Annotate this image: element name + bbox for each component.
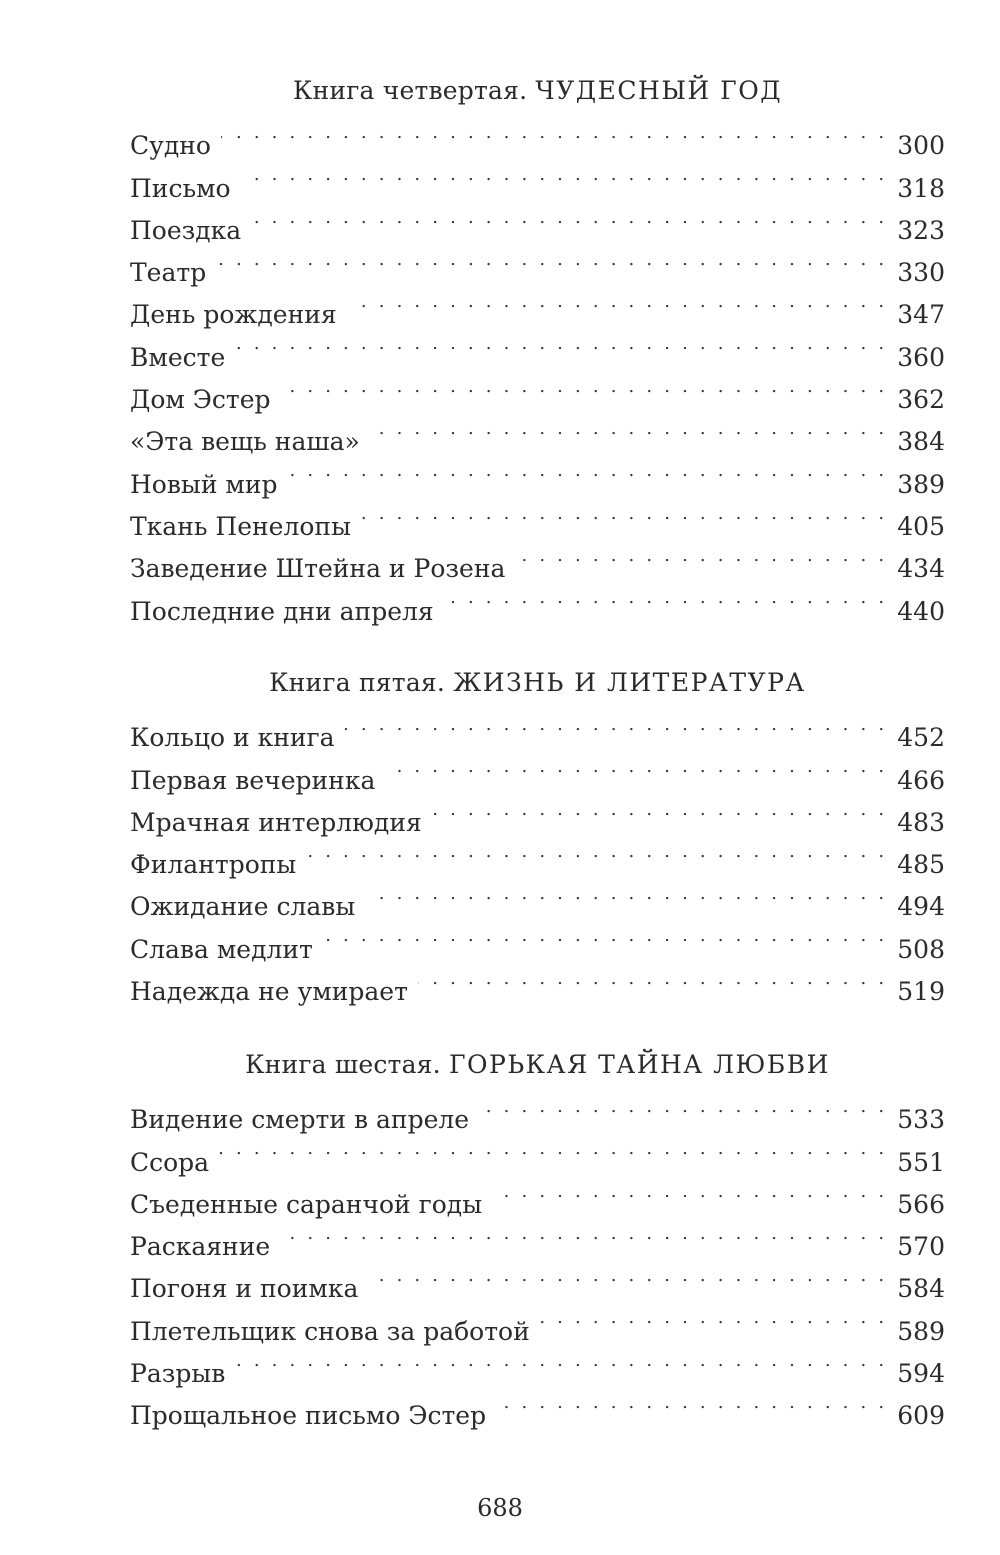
entry-page: 323 <box>897 215 945 245</box>
toc-entries <box>130 1086 945 1431</box>
toc-entries <box>130 112 945 626</box>
toc-section-book-four <box>130 70 945 626</box>
entry-page: 483 <box>897 807 945 837</box>
entry-title: Надежда не умирает <box>130 977 408 1007</box>
entry-title: Новый мир <box>130 469 278 499</box>
dot-leader <box>241 154 888 196</box>
entry-page: 584 <box>897 1274 945 1304</box>
entry-title: Письмо <box>130 173 231 203</box>
book-title: ГОРЬКАЯ ТАЙНА ЛЮБВИ <box>448 1050 830 1079</box>
entry-page: 434 <box>897 554 945 584</box>
entry-page: 405 <box>897 511 945 541</box>
dot-leader <box>216 239 887 281</box>
entry-page: 508 <box>897 934 945 964</box>
toc-section-book-six <box>130 1044 945 1431</box>
section-heading <box>130 662 945 704</box>
entry-title: Вместе <box>130 342 226 372</box>
dot-leader <box>368 1255 887 1297</box>
entry-page: 300 <box>897 131 945 161</box>
toc-entry <box>130 1171 945 1219</box>
entry-page: 566 <box>897 1189 945 1219</box>
toc-entry <box>130 704 945 753</box>
dot-leader <box>479 1086 887 1128</box>
entry-title: Слава медлит <box>130 934 313 964</box>
entry-page: 570 <box>897 1232 945 1262</box>
dot-leader <box>370 408 887 450</box>
entry-title: День рождения <box>130 300 337 330</box>
entry-title: Последние дни апреля <box>130 596 434 626</box>
dot-leader <box>418 958 887 1000</box>
entry-page: 494 <box>897 892 945 922</box>
entry-title: Плетельщик снова за работой <box>130 1316 530 1346</box>
entry-title: Съеденные саранчой годы <box>130 1189 483 1219</box>
toc-entry <box>130 366 945 415</box>
book-number: Книга пятая. <box>269 668 446 697</box>
toc-entry <box>130 239 945 288</box>
entry-page: 594 <box>897 1359 945 1389</box>
entry-page: 485 <box>897 850 945 880</box>
book-number: Книга четвертая. <box>292 76 528 105</box>
dot-leader <box>540 1297 888 1339</box>
entry-page: 589 <box>897 1316 945 1346</box>
dot-leader <box>288 450 888 492</box>
dot-leader <box>492 1171 887 1213</box>
toc-entries <box>130 704 945 1007</box>
entry-title: Прощальное письмо Эстер <box>130 1401 487 1431</box>
toc-entry <box>130 281 945 330</box>
section-heading <box>130 1044 945 1086</box>
toc-entry <box>130 1128 945 1177</box>
entry-page: 330 <box>897 258 945 288</box>
entry-title: Заведение Штейна и Розена <box>130 554 506 584</box>
entry-title: Ссора <box>130 1147 210 1177</box>
entry-page: 440 <box>897 596 945 626</box>
entry-page: 347 <box>897 300 945 330</box>
entry-title: Первая вечеринка <box>130 765 376 795</box>
book-title: ЧУДЕСНЫЙ ГОД <box>535 76 783 105</box>
entry-title: Театр <box>130 258 207 288</box>
dot-leader <box>280 1213 887 1255</box>
toc-entry <box>130 323 945 372</box>
toc-entry <box>130 112 945 161</box>
dot-leader <box>345 704 888 746</box>
entry-title: Судно <box>130 131 211 161</box>
dot-leader <box>221 112 887 154</box>
entry-page: 318 <box>897 173 945 203</box>
entry-page: 551 <box>897 1147 945 1177</box>
book-title: ЖИЗНЬ И ЛИТЕРАТУРА <box>453 668 806 697</box>
dot-leader <box>515 535 887 577</box>
entry-title: Видение смерти в апреле <box>130 1105 470 1135</box>
dot-leader <box>496 1382 887 1424</box>
entry-title: «Эта вещь наша» <box>130 427 360 457</box>
entry-title: Поездка <box>130 215 242 245</box>
entry-page: 609 <box>897 1401 945 1431</box>
dot-leader <box>361 493 887 535</box>
entry-title: Разрыв <box>130 1359 226 1389</box>
entry-page: 519 <box>897 977 945 1007</box>
entry-title: Дом Эстер <box>130 385 271 415</box>
entry-title: Филантропы <box>130 850 297 880</box>
entry-page: 384 <box>897 427 945 457</box>
entry-title: Мрачная интерлюдия <box>130 807 422 837</box>
dot-leader <box>323 915 887 957</box>
entry-page: 466 <box>897 765 945 795</box>
toc-entry <box>130 197 945 245</box>
entry-title: Ожидание славы <box>130 892 356 922</box>
section-heading <box>130 70 945 112</box>
dot-leader <box>219 1128 887 1170</box>
dot-leader <box>432 789 888 831</box>
entry-page: 389 <box>897 469 945 499</box>
toc-entry <box>130 1086 945 1135</box>
toc-section-book-five <box>130 662 945 1007</box>
dot-leader <box>251 197 887 239</box>
dot-leader <box>235 323 887 365</box>
dot-leader <box>365 873 887 915</box>
page-number: 688 <box>477 1494 523 1522</box>
toc-entry <box>130 1340 945 1389</box>
entry-title: Раскаяние <box>130 1232 271 1262</box>
entry-title: Погоня и поимка <box>130 1274 359 1304</box>
dot-leader <box>281 366 888 408</box>
entry-page: 452 <box>897 723 945 753</box>
dot-leader <box>235 1340 887 1382</box>
entry-title: Кольцо и книга <box>130 723 335 753</box>
dot-leader <box>306 831 887 873</box>
entry-page: 362 <box>897 385 945 415</box>
toc-entry <box>130 154 945 203</box>
book-number: Книга шестая. <box>245 1050 441 1079</box>
entry-title: Ткань Пенелопы <box>130 511 351 541</box>
entry-page: 360 <box>897 342 945 372</box>
entry-page: 533 <box>897 1105 945 1135</box>
dot-leader <box>385 746 887 788</box>
toc-entry <box>130 1382 945 1431</box>
dot-leader <box>347 281 888 323</box>
dot-leader <box>444 577 888 619</box>
